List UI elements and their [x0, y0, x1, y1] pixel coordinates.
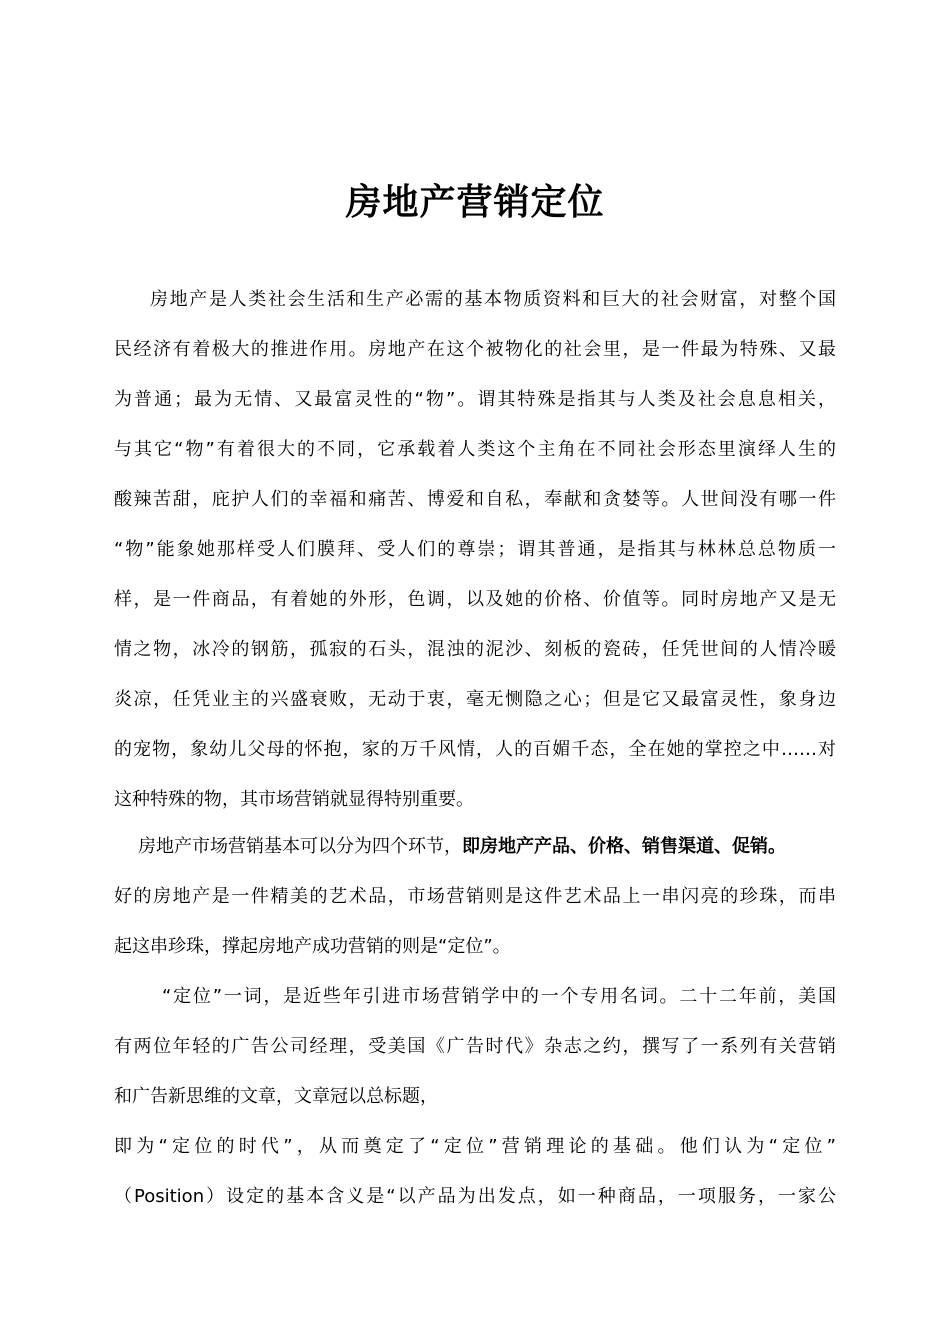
text-line: 炎凉，任凭业主的兴盛衰败，无动于衷，毫无恻隐之心；但是它又最富灵性，象身边 — [114, 689, 836, 710]
text-line: 的宠物，象幼儿父母的怀抱，家的万千风情，人的百媚千态，全在她的掌控之中……对 — [114, 739, 836, 760]
paragraph-positioning — [114, 972, 836, 1122]
text-line: （Position）设定的基本含义是“以产品为出发点，如一种商品，一项服务，一家公 — [114, 1186, 836, 1207]
text-line — [114, 822, 836, 872]
text-line: 样，是一件商品，有着她的外形，色调，以及她的价格、价值等。同时房地产又是无 — [114, 589, 836, 610]
paragraph-positioning-cont — [114, 1122, 836, 1222]
text-line: 起这串珍珠，撑起房地产成功营销的则是“定位”。 — [114, 936, 511, 957]
text-line: 好的房地产是一件精美的艺术品，市场营销则是这件艺术品上一串闪亮的珍珠，而串 — [114, 886, 836, 907]
text-line: 和广告新思维的文章，文章冠以总标题， — [114, 1086, 438, 1107]
paragraph-marketing — [114, 822, 836, 972]
text-line: 即为“定位的时代”，从而奠定了“定位”营销理论的基础。他们认为“定位” — [114, 1136, 836, 1157]
text-line: 房地产是人类社会生活和生产必需的基本物质资料和巨大的社会财富，对整个国 — [150, 289, 836, 310]
page-title: 房地产营销定位 — [345, 182, 605, 223]
text-line: 为普通；最为无情、又最富灵性的“物”。谓其特殊是指其与人类及社会息息相关， — [114, 389, 836, 410]
text-line: “物”能象她那样受人们膜拜、受人们的尊崇；谓其普通，是指其与林林总总物质一 — [114, 539, 836, 560]
text-line: 有两位年轻的广告公司经理，受美国《广告时代》杂志之约，撰写了一系列有关营销 — [114, 1036, 836, 1057]
text-normal: 房地产市场营销基本可以分为四个环节， — [138, 836, 462, 857]
paragraph-intro — [114, 275, 836, 825]
text-line: 情之物，冰冷的钢筋，孤寂的石头，混浊的泥沙、刻板的瓷砖，任凭世间的人情冷暖 — [114, 639, 836, 660]
text-line: 酸辣苦甜，庇护人们的幸福和痛苦、博爱和自私，奉献和贪婪等。人世间没有哪一件 — [114, 489, 836, 510]
text-line: 与其它“物”有着很大的不同，它承载着人类这个主角在不同社会形态里演绎人生的 — [114, 439, 836, 460]
text-line: 这种特殊的物，其市场营销就显得特别重要。 — [114, 789, 474, 810]
text-line: “定位”一词，是近些年引进市场营销学中的一个专用名词。二十二年前，美国 — [162, 986, 836, 1007]
text-bold-emphasis: 即房地产产品、价格、销售渠道、促销。 — [462, 836, 786, 857]
text-line: 民经济有着极大的推进作用。房地产在这个被物化的社会里，是一件最为特殊、又最 — [114, 339, 836, 360]
